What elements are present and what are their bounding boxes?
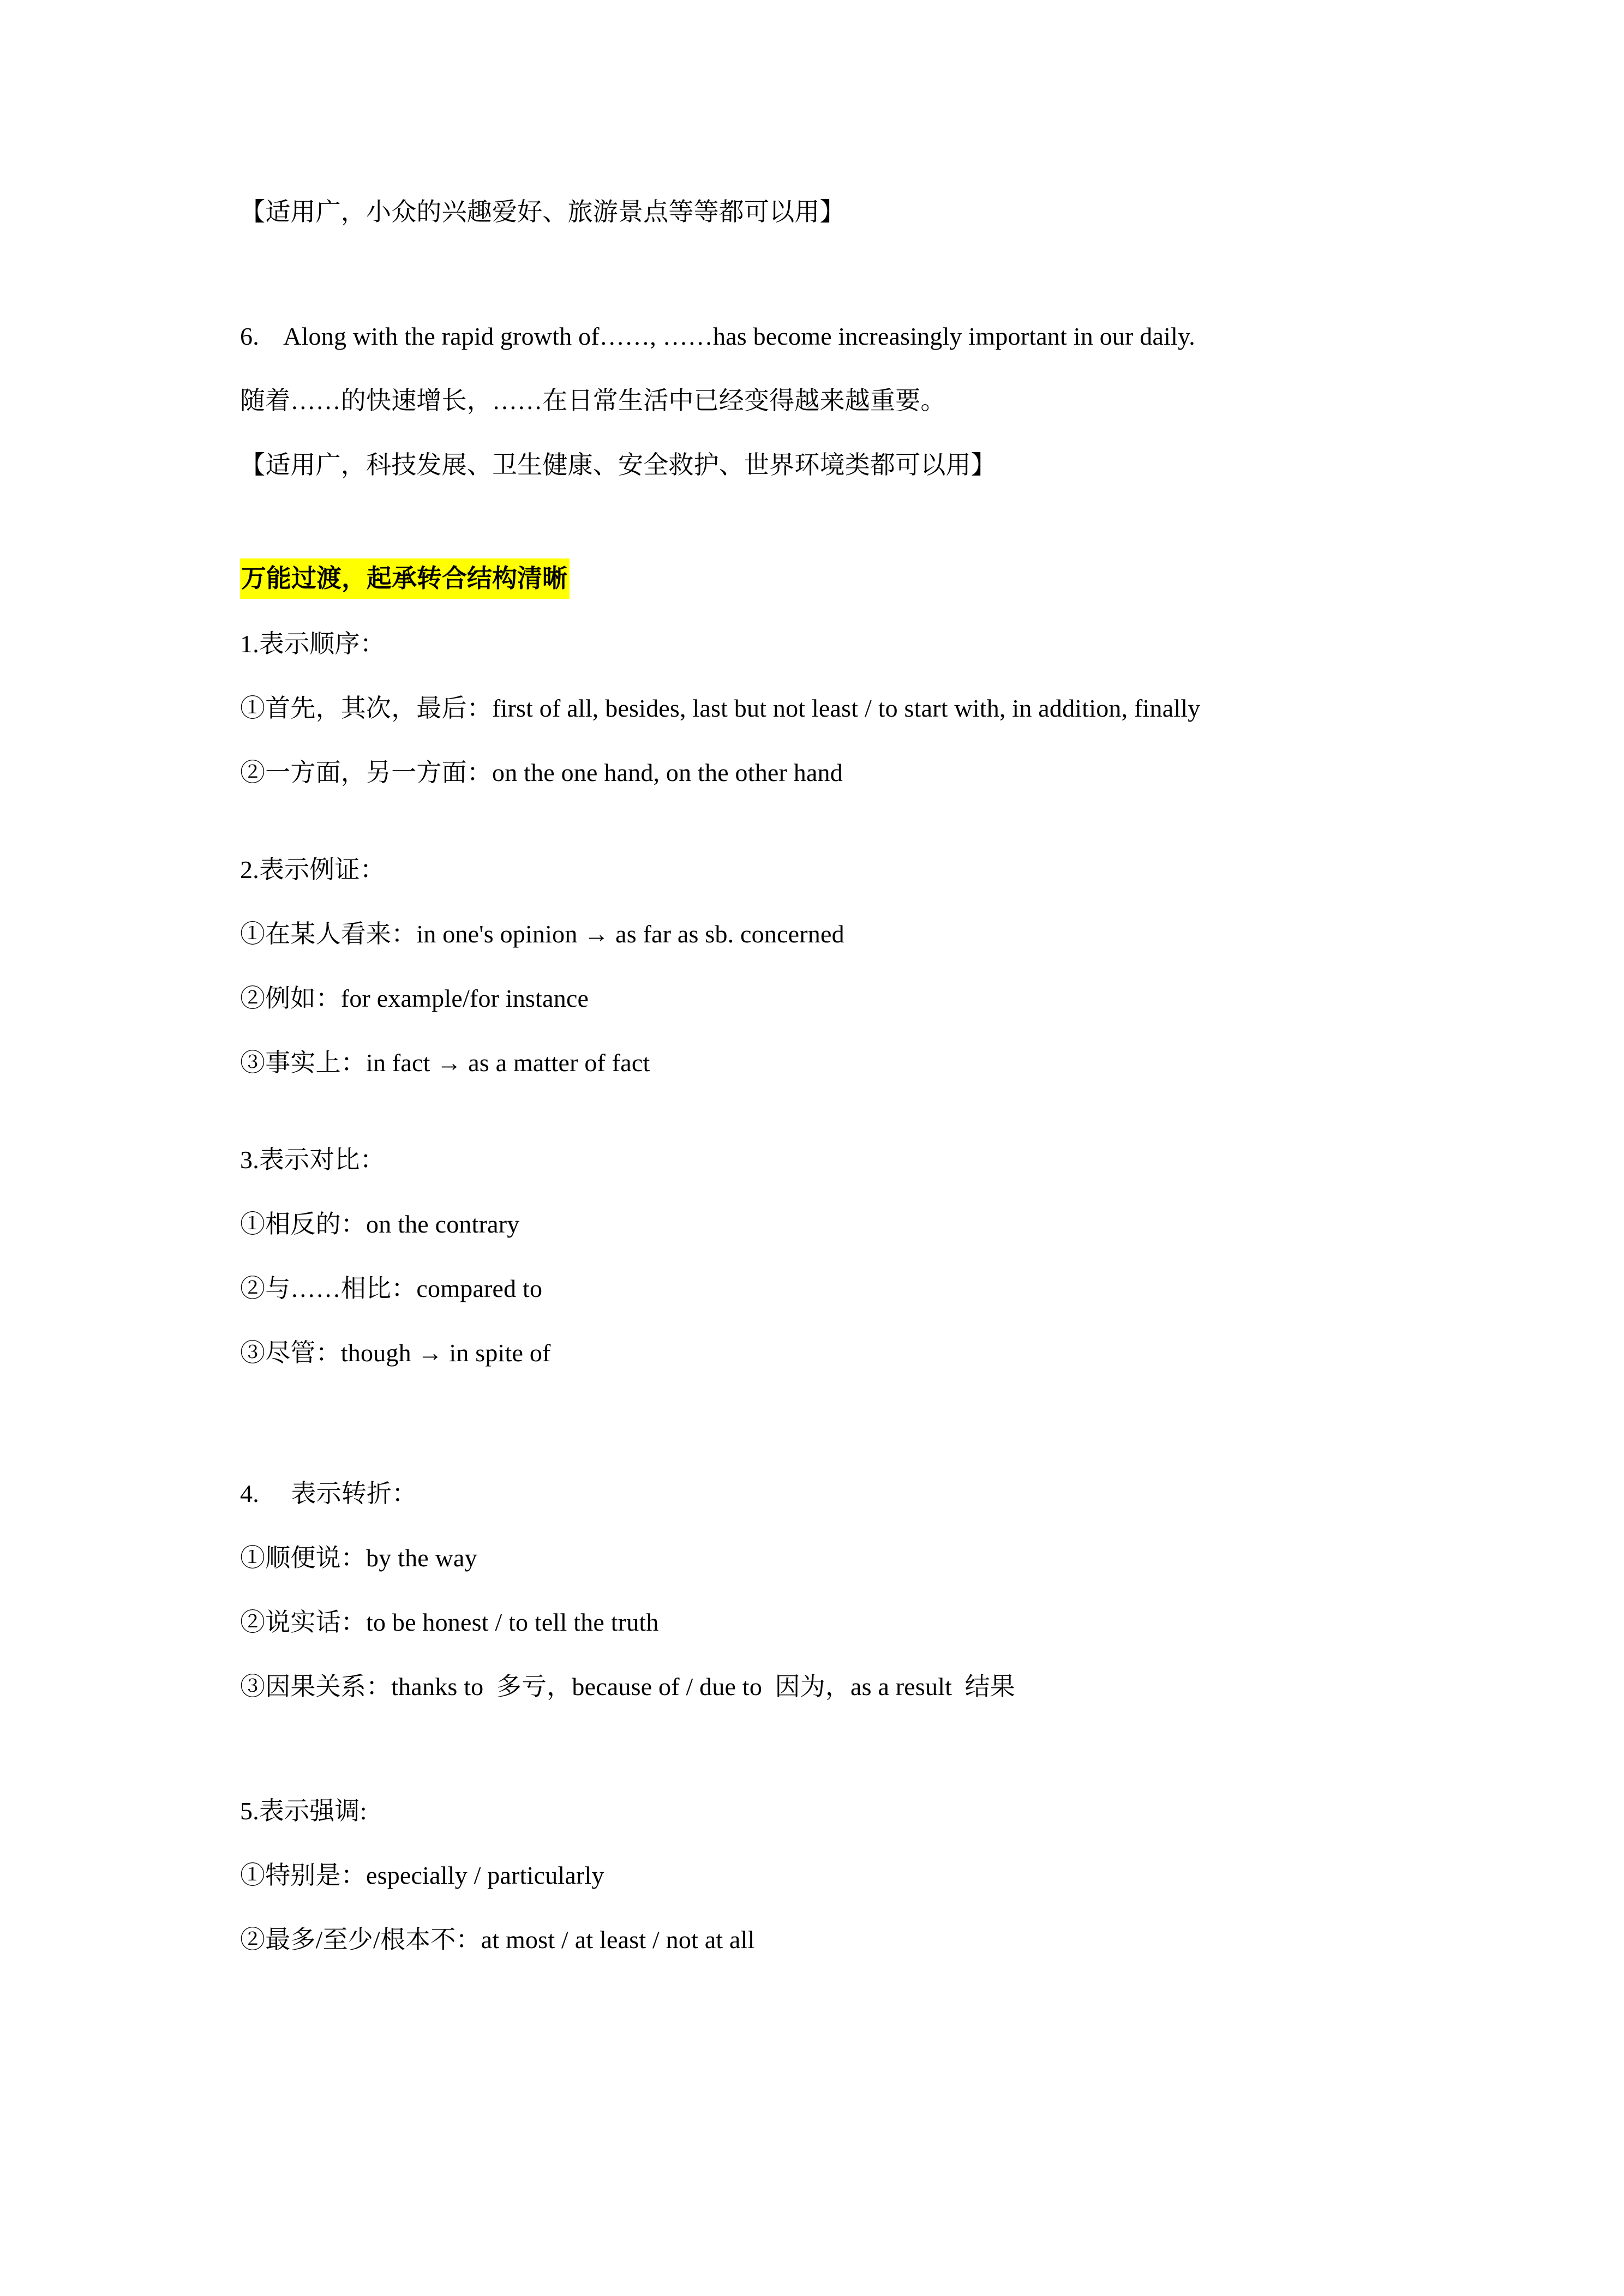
paragraph-item6-chinese: 随着……的快速增长，……在日常生活中已经变得越来越重要。	[240, 387, 946, 414]
subsection-5-item-b: ②最多/至少/根本不：at most / at least / not at all	[240, 1926, 755, 1954]
vertical-spacer	[240, 805, 1460, 838]
vertical-spacer	[240, 244, 1460, 304]
subsection-1-item-a: ①首先，其次，最后：first of all, besides, last but not least / to start with, in addition, finally	[240, 694, 1201, 722]
subsection-4-item-c: ③因果关系：thanks to 多亏，because of / due to 因为，as a result 结果	[240, 1673, 1015, 1700]
subsection-1-item-b: ②一方面，另一方面：on the one hand, on the other hand	[240, 759, 843, 786]
subsection-2-item-c: ③事实上：in fact → as a matter of fact	[240, 1049, 650, 1077]
subsection-3-item-c: ③尽管：though → in spite of	[240, 1339, 551, 1367]
subsection-2-item-b: ②例如：for example/for instance	[240, 984, 589, 1012]
section-heading-highlighted: 万能过渡，起承转合结构清晰	[240, 558, 570, 599]
vertical-spacer	[240, 497, 1460, 557]
subsection-3-title: 3.表示对比：	[240, 1146, 385, 1174]
vertical-spacer	[240, 1719, 1460, 1779]
subsection-2-item-a: ①在某人看来：in one's opinion → as far as sb. concerned	[240, 920, 844, 948]
vertical-spacer	[240, 1095, 1460, 1128]
subsection-1-title: 1.表示顺序：	[240, 630, 385, 658]
paragraph-item6-english: 6. Along with the rapid growth of……, ……has become increasingly important in our daily.	[240, 322, 1195, 350]
subsection-5-item-a: ①特别是：especially / particularly	[240, 1861, 604, 1889]
subsection-5-title: 5.表示强调:	[240, 1797, 367, 1825]
subsection-2-title: 2.表示例证：	[240, 856, 385, 883]
vertical-spacer	[240, 1385, 1460, 1462]
subsection-3-item-a: ①相反的：on the contrary	[240, 1210, 520, 1238]
subsection-4-title: 4. 表示转折：	[240, 1480, 417, 1507]
subsection-3-item-b: ②与……相比：compared to	[240, 1275, 543, 1302]
subsection-4-item-b: ②说实话：to be honest / to tell the truth	[240, 1608, 659, 1636]
paragraph-note-1: 【适用广，小众的兴趣爱好、旅游景点等等都可以用】	[240, 198, 845, 226]
subsection-4-item-a: ①顺便说：by the way	[240, 1544, 477, 1572]
paragraph-item6-note: 【适用广，科技发展、卫生健康、安全救护、世界环境类都可以用】	[240, 451, 996, 479]
section-heading-row	[240, 557, 1460, 612]
